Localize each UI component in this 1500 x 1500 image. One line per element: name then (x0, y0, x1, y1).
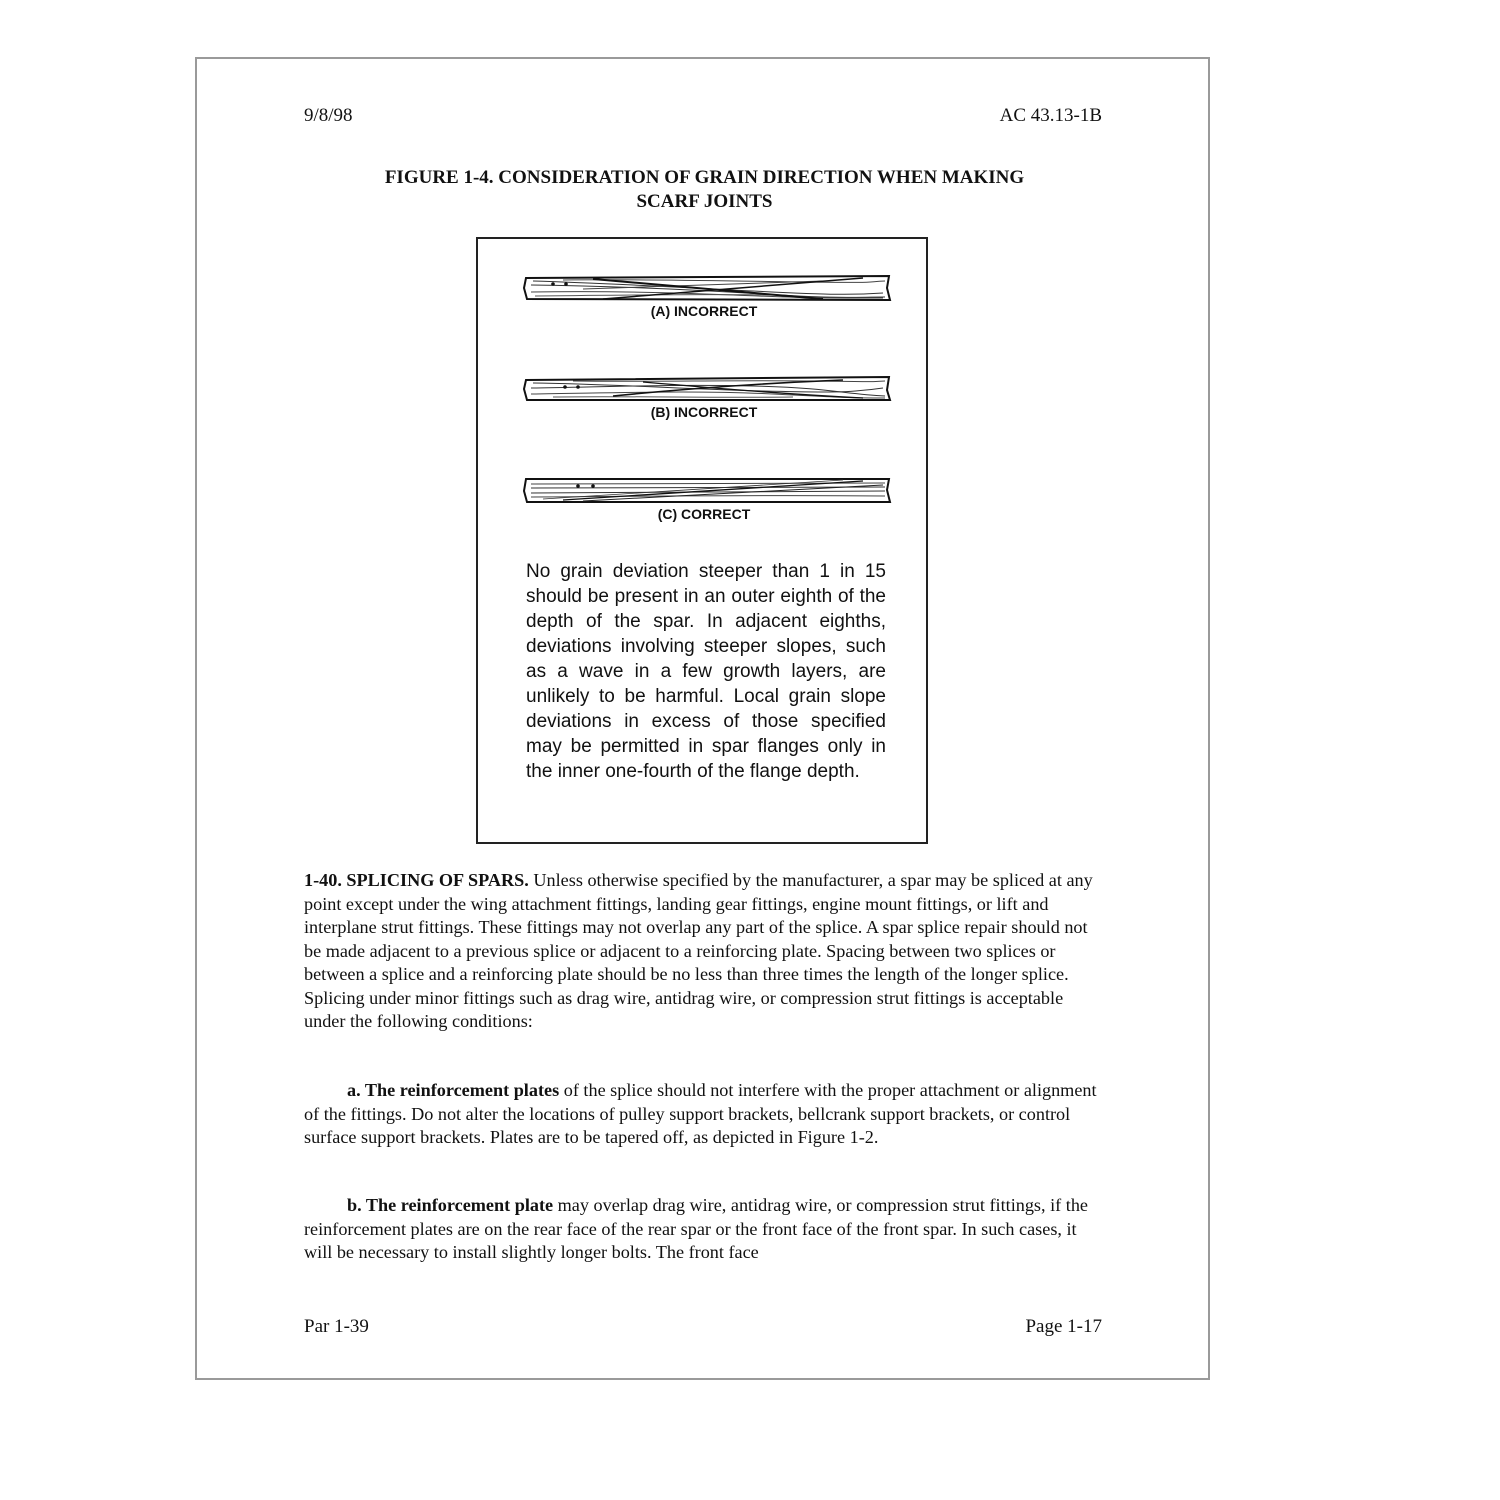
figure-title (257, 166, 1152, 214)
footer-page-number: Page 1-17 (1025, 1316, 1102, 1337)
panel-c-label: (C) CORRECT (657, 506, 751, 522)
item-a-lead: a. The reinforcement plates (347, 1080, 560, 1100)
figure-note: No grain deviation steeper than 1 in 15 should be present in an outer eighth of the depth of the spar. In adjacent eighths, deviations involving steeper slopes, such as a wave in a few growth layers, are unlikely to be harmful. Local grain slope deviations in excess of those specified may be permitted in spar flanges only in the inner one-fourth of the flange depth. (526, 561, 886, 782)
panel-a-label: (A) INCORRECT (650, 303, 758, 319)
header-date: 9/8/98 (304, 105, 353, 126)
section-heading: 1-40. SPLICING OF SPARS. (304, 870, 529, 890)
plank-b-illustration (523, 374, 893, 404)
item-b-text: may overlap drag wire, antidrag wire, or compression strut fittings, if the reinforcement plates are on the rear face of the rear spar or the front face of the front spar. In such cases, it will be necessary to install slightly longer bolts. The front face (304, 1195, 1088, 1262)
footer-paragraph-ref: Par 1-39 (304, 1316, 369, 1337)
figure-title-line1: FIGURE 1-4. CONSIDERATION OF GRAIN DIRECTION WHEN MAKING (384, 167, 1025, 188)
plank-c-illustration (523, 475, 893, 505)
section-text: Unless otherwise specified by the manufacturer, a spar may be spliced at any point except under the wing attachment fittings, landing gear fittings, engine mount fittings, or lift and interplane strut fittings. These fittings may not overlap any part of the splice. A spar splice repair should not be made adjacent to a previous splice or adjacent to a reinforcing plate. Spacing between two splices or between a splice and a reinforcing plate should be no less than three times the length of the longer splice. Splicing under minor fittings such as drag wire, antidrag wire, or compression strut fittings is acceptable under the following conditions: (304, 870, 1093, 1031)
item-b (304, 1194, 1108, 1265)
item-b-lead: b. The reinforcement plate (347, 1195, 554, 1215)
item-a-text: of the splice should not interfere with the proper attachment or alignment of the fittings. Do not alter the locations of pulley support brackets, bellcrank support brackets, or control surface support brackets. Plates are to be tapered off, as depicted in Figure 1-2. (304, 1080, 1097, 1147)
plank-a-illustration (523, 273, 893, 303)
figure-box (476, 237, 928, 844)
item-a (304, 1079, 1108, 1150)
figure-title-line2: SCARF JOINTS (636, 191, 773, 212)
document-page (195, 57, 1210, 1380)
panel-b-label: (B) INCORRECT (650, 404, 758, 420)
section-1-40 (304, 869, 1108, 1034)
header-doc-id: AC 43.13-1B (999, 105, 1102, 126)
